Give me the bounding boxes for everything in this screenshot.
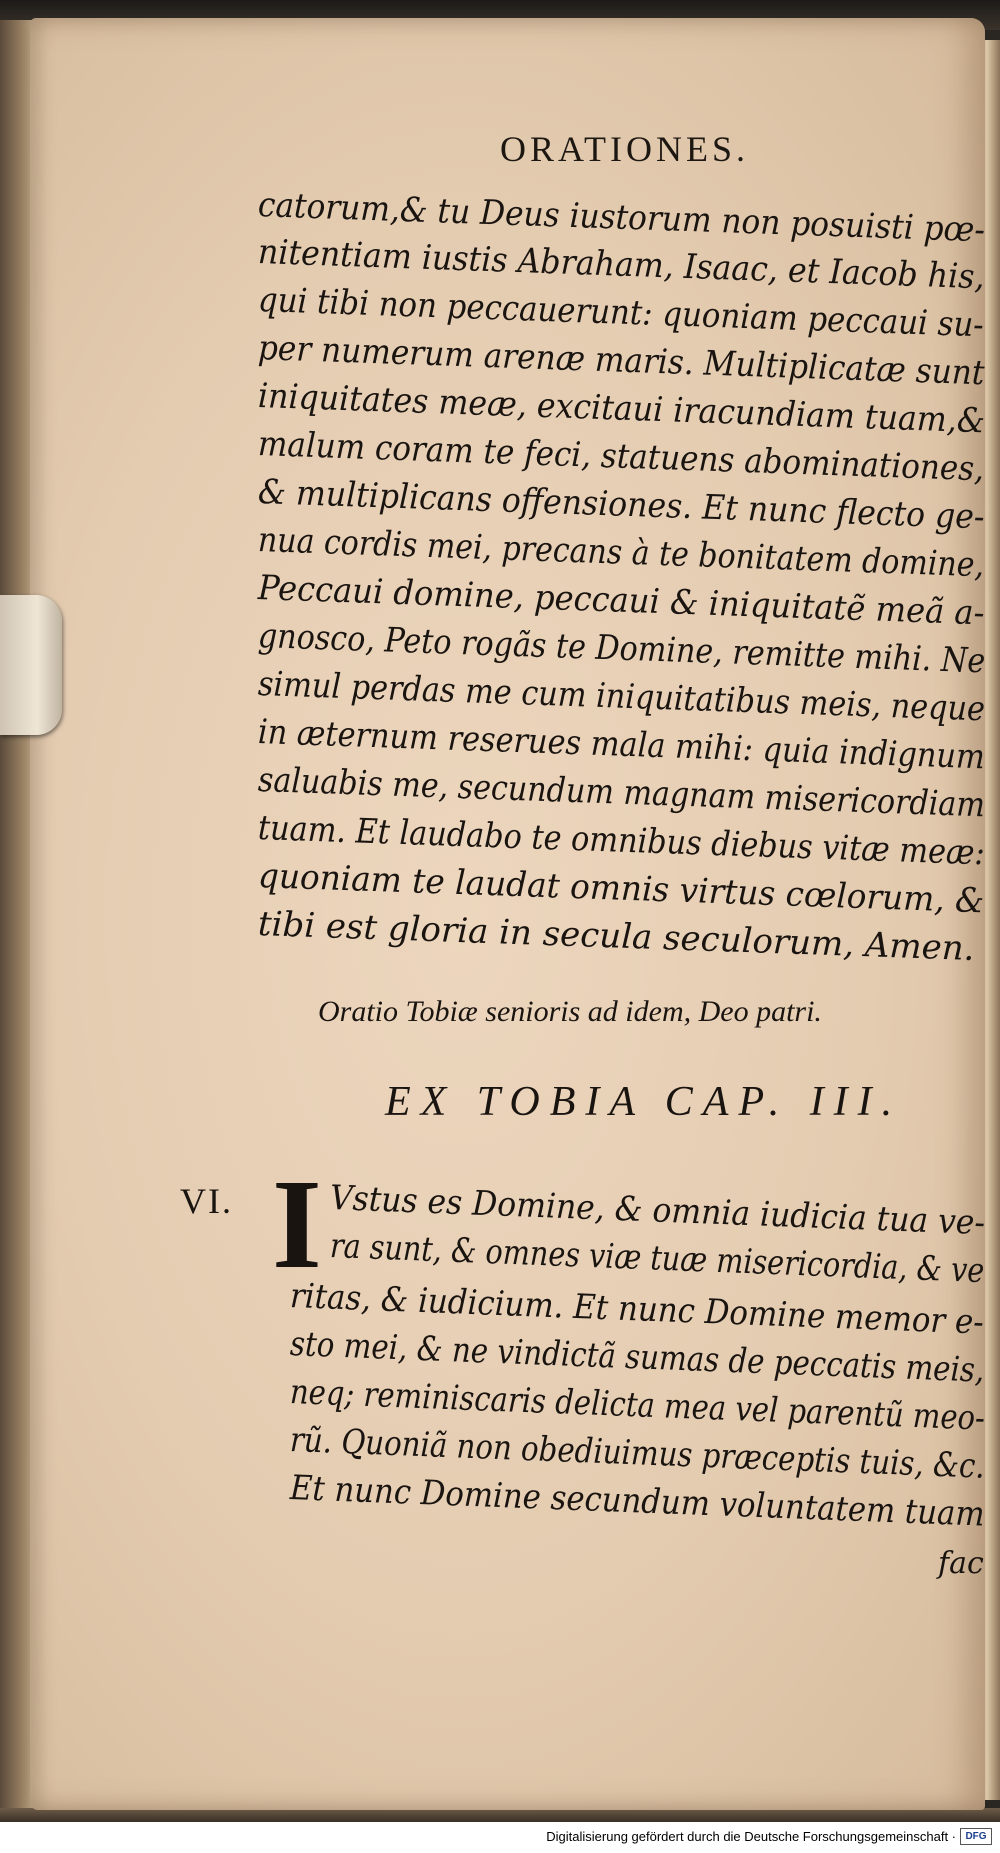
dropcap-initial: I	[272, 1153, 322, 1295]
tobit-line: rũ. Quoniã non obediuimus præceptis tuis, &c.	[289, 1420, 986, 1487]
prayer-line: & multiplicans offensiones. Et nunc flecto ge-	[257, 472, 986, 538]
prayer-line: gnosco, Peto rogãs te Domine, remitte mihi. Ne	[257, 616, 986, 682]
prayer-line: saluabis me, secundum magnam misericordiam	[257, 760, 986, 826]
prayer-line: tibi est gloria in secula seculorum, Amen.	[257, 904, 976, 970]
prayer-line: iniquitates meæ, excitaui iracundiam tuam,&	[257, 376, 986, 442]
tobit-line: Vstus es Domine, & omnia iudicia tua ve-	[329, 1178, 986, 1244]
tobit-line: Et nunc Domine secundum voluntatem tuam	[289, 1468, 986, 1535]
prayer-line: nitentiam iustis Abraham, Isaac, et Iacob his,	[257, 232, 986, 298]
book-clasp	[0, 595, 62, 735]
section-marker: VI.	[180, 1181, 233, 1221]
prayer-line: per numerum arenæ maris. Multiplicatæ sunt	[257, 328, 986, 394]
prayer-line: simul perdas me cum iniquitatibus meis, neque	[257, 664, 986, 730]
running-head: ORATIONES.	[500, 129, 750, 169]
tobit-line: sto mei, & ne vindictã sumas de peccatis meis,	[289, 1324, 985, 1391]
prayer-line: in æternum reserues mala mihi: quia indignum	[257, 712, 986, 778]
prayer-line: qui tibi non peccauerunt: quoniam peccaui su-	[257, 280, 985, 346]
prayer-line: Peccaui domine, peccaui & iniquitatẽ meã a-	[257, 568, 986, 634]
tobit-line: ra sunt, & omnes viæ tuæ misericordia, & ve	[329, 1226, 986, 1292]
catchword: fac	[938, 1546, 984, 1581]
prayer-line: quoniam te laudat omnis virtus cœlorum, &	[257, 856, 985, 922]
chapter-heading: EX TOBIA CAP. III.	[385, 1079, 903, 1125]
prayer-line: tuam. Et laudabo te omnibus diebus vitæ meæ:	[257, 808, 986, 874]
prayer-line: malum coram te feci, statuens abominationes,	[257, 424, 985, 490]
prayer-rubric: Oratio Tobiæ senioris ad idem, Deo patri.	[318, 995, 822, 1028]
prayer-line: nua cordis mei, precans à te bonitatem domine,	[257, 520, 985, 586]
tobit-line: neq; reminiscaris delicta mea vel parentũ meo-	[289, 1372, 986, 1439]
dfg-logo: DFG	[960, 1828, 992, 1845]
tobit-line: ritas, & iudicium. Et nunc Domine memor e-	[289, 1276, 985, 1343]
book-bottom-edge	[0, 1808, 1000, 1822]
digitization-credit: Digitalisierung gefördert durch die Deutsche Forschungsgemeinschaft ·	[546, 1829, 956, 1844]
prayer-line: catorum,& tu Deus iustorum non posuisti pœ-	[257, 185, 986, 251]
